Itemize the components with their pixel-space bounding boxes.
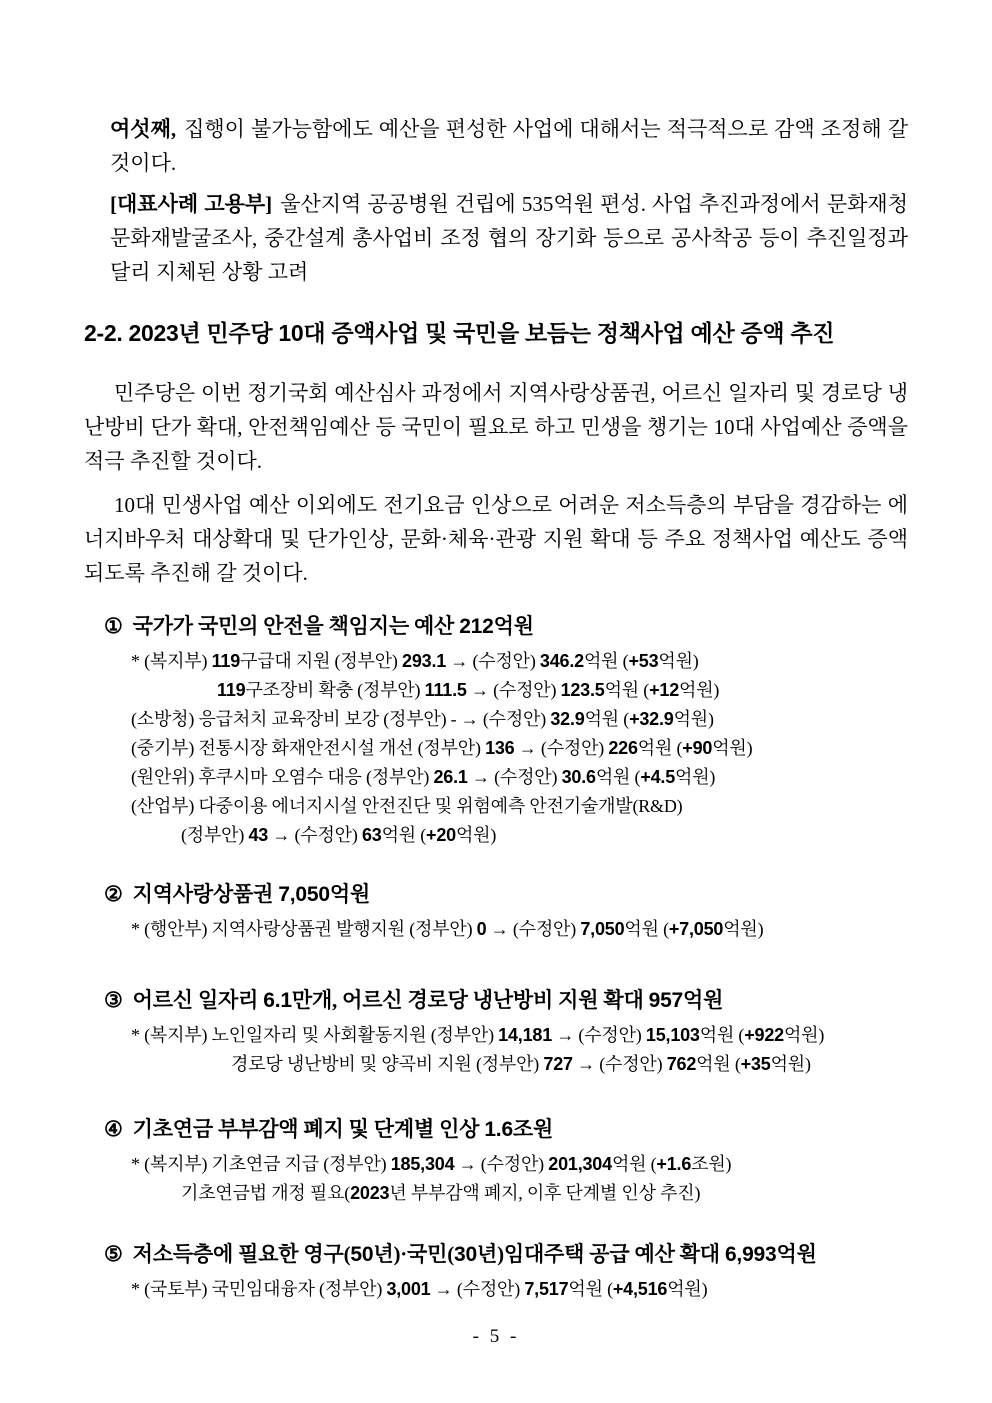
item-detail-line: 경로당 냉난방비 및 양곡비 지원 (정부안) 727 → (수정안) 762억원 (+35억원): [231, 1054, 811, 1074]
item-detail-line: * (국토부) 국민임대융자 (정부안) 3,001 → (수정안) 7,517억원 (+4,516억원): [131, 1279, 708, 1299]
item-heading: [104, 1240, 908, 1269]
budget-item-1: [84, 612, 908, 850]
paragraph-lead: 여섯째,: [110, 117, 177, 141]
item-detail-line: 119구조장비 확충 (정부안) 111.5 → (수정안) 123.5억원 (+12억원): [217, 680, 720, 700]
budget-item-5: [84, 1240, 908, 1304]
circled-number-icon: ②: [104, 882, 123, 906]
item-title: 지역사랑상품권 7,050억원: [132, 882, 371, 906]
item-detail-line: (중기부) 전통시장 화재안전시설 개선 (정부안) 136 → (수정안) 226억원 (+90억원): [131, 738, 753, 758]
body-paragraph-2: 10대 민생사업 예산 이외에도 전기요금 인상으로 어려운 저소득층의 부담을 경감하는 에너지바우처 대상확대 및 단가인상, 문화·체육·관광 지원 확대 등 주요 정책사업 예산도 증액되도록 추진해 갈 것이다.: [84, 493, 908, 585]
circled-number-icon: ①: [104, 614, 123, 638]
body-paragraph-1: 민주당은 이번 정기국회 예산심사 과정에서 지역사랑상품권, 어르신 일자리 및 경로당 냉난방비 단가 확대, 안전책임예산 등 국민이 필요로 하고 민생을 챙기는 10대 사업예산 증액을 적극 추진할 것이다.: [84, 381, 908, 473]
item-title: 국가가 국민의 안전을 책임지는 예산 212억원: [132, 614, 534, 638]
item-heading: [104, 1115, 908, 1144]
item-detail-line: * (복지부) 기초연금 지급 (정부안) 185,304 → (수정안) 201,304억원 (+1.6조원): [131, 1154, 732, 1174]
item-detail-line: (산업부) 다중이용 에너지시설 안전진단 및 위험예측 안전기술개발(R&D): [131, 796, 683, 816]
section-title: 2-2. 2023년 민주당 10대 증액사업 및 국민을 보듬는 정책사업 예산 증액 추진: [84, 320, 835, 346]
budget-item-list: [84, 612, 908, 1304]
intro-paragraph-1: [110, 112, 908, 180]
item-detail-line: * (복지부) 119구급대 지원 (정부안) 293.1 → (수정안) 346.2억원 (+53억원): [131, 651, 699, 671]
item-heading: [104, 612, 908, 641]
page-number: - 5 -: [472, 1326, 520, 1347]
paragraph-text: 집행이 불가능함에도 예산을 편성한 사업에 대해서는 적극적으로 감액 조정해 갈 것이다.: [110, 117, 908, 175]
item-title: 저소득층에 필요한 영구(50년)·국민(30년)임대주택 공급 예산 확대 6,993억원: [132, 1242, 817, 1266]
paragraph-lead: [대표사례 고용부]: [110, 192, 273, 216]
item-detail-line: (소방청) 응급처치 교육장비 보강 (정부안) - → (수정안) 32.9억원 (+32.9억원): [131, 709, 714, 729]
circled-number-icon: ④: [104, 1117, 123, 1141]
circled-number-icon: ③: [104, 988, 123, 1012]
intro-paragraph-2: [110, 187, 908, 289]
budget-item-4: [84, 1115, 908, 1208]
item-title: 기초연금 부부감액 폐지 및 단계별 인상 1.6조원: [132, 1117, 554, 1141]
budget-item-2: [84, 880, 908, 944]
item-detail-line: (정부안) 43 → (수정안) 63억원 (+20억원): [181, 825, 497, 845]
item-heading: [104, 986, 908, 1015]
circled-number-icon: ⑤: [104, 1242, 123, 1266]
item-detail-line: (원안위) 후쿠시마 오염수 대응 (정부안) 26.1 → (수정안) 30.6억원 (+4.5억원): [131, 767, 716, 787]
paragraph-text: 울산지역 공공병원 건립에 535억원 편성. 사업 추진과정에서 문화재청 문화재발굴조사, 중간설계 총사업비 조정 협의 장기화 등으로 공사착공 등이 추진일정과 달리 지체된 상황 고려: [110, 192, 908, 284]
item-detail-line: * (복지부) 노인일자리 및 사회활동지원 (정부안) 14,181 → (수정안) 15,103억원 (+922억원): [131, 1025, 825, 1045]
item-detail-line: 기초연금법 개정 필요(2023년 부부감액 폐지, 이후 단계별 인상 추진): [181, 1183, 701, 1203]
item-detail-line: * (행안부) 지역사랑상품권 발행지원 (정부안) 0 → (수정안) 7,050억원 (+7,050억원): [131, 919, 764, 939]
item-title: 어르신 일자리 6.1만개, 어르신 경로당 냉난방비 지원 확대 957억원: [132, 988, 724, 1012]
budget-item-3: [84, 986, 908, 1079]
item-heading: [104, 880, 908, 909]
